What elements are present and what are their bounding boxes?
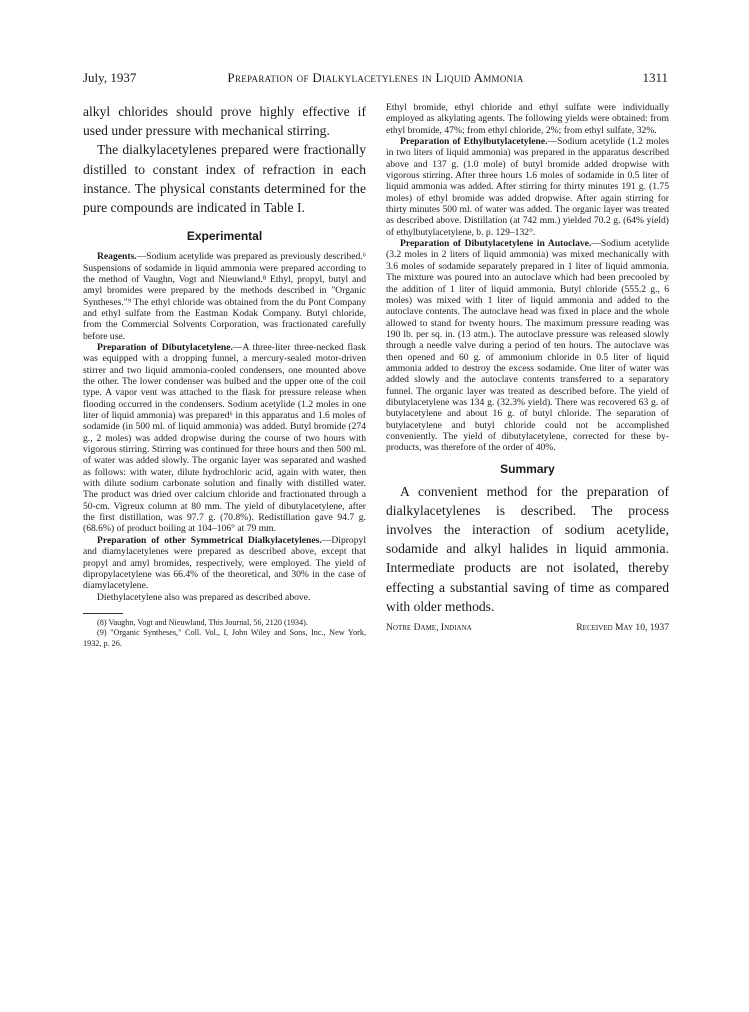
- intro-continuation: alkyl chlorides should prove highly effective if used under pressure with mechanical stirring.: [83, 104, 366, 139]
- autoclave-text: —Sodium acetylide (3.2 moles in 2 liters of liquid ammonia) was mixed mechanically with 3.6 moles of sodamide separately prepared in 1 liter of liquid ammonia. The mixture was poured into an autoclave which had been precooled by the addition of 1 liter of liquid ammonia. Butyl chloride (555.2 g., 6 moles) was mixed with 1 liter of liquid ammonia and added to the autoclave contents. The autoclave head was fixed in place and the whole allowed to stand for twenty hours. The maximum pressure reading was 190 lb. per sq. in. (13 atm.). The autoclave pressure was released slowly through a needle valve during a period of ten hours. The autoclave was then opened and 60 g. of ammonium chloride in 0.5 liter of liquid ammonia added to destroy the excess sodamide. One liter of water was added slowly and the autoclave contents transferred to a separatory funnel. The organic layer was treated as described before. The yield of dibutylacetylene was 134 g. (32.3% yield). There was recovered 63 g. of butylacetylene and about 16 g. of butyl chloride. The separation of butylacetylene and butyl chloride could not be accomplished conveniently. The yield of dibutylacetylene, corrected for these by-products, was therefore of the order of 40%.: [386, 238, 669, 454]
- diethyl-paragraph: Diethylacetylene also was prepared as described above.: [97, 591, 311, 603]
- left-column: [83, 102, 366, 650]
- autoclave-heading: Preparation of Dibutylacetylene in Autoclave.: [400, 238, 592, 250]
- header-title: Preparation of Dialkylacetylenes in Liquid Ammonia: [227, 70, 524, 85]
- autoclave-paragraph: [386, 238, 669, 454]
- author-location: Notre Dame, Indiana: [386, 622, 472, 634]
- section-heading-experimental: Experimental: [186, 229, 263, 244]
- reagents-paragraph: [83, 251, 366, 342]
- dibutyl-heading: Preparation of Dibutylacetylene.: [97, 341, 233, 353]
- footnote-8: (8) Vaughn, Vogt and Nieuwland, This Journal, 56, 2120 (1934).: [97, 617, 308, 627]
- running-header: [83, 70, 668, 86]
- ethylbutyl-paragraph: [386, 136, 669, 238]
- page-number: 1311: [642, 70, 668, 85]
- footnote-rule: [83, 613, 123, 614]
- received-date: Received May 10, 1937: [576, 622, 669, 634]
- dibutyl-paragraph: [83, 342, 366, 535]
- right-column: [386, 102, 669, 633]
- reagents-heading: Reagents.: [97, 251, 137, 263]
- header-date: July, 1937: [83, 70, 137, 85]
- reagents-text: —Sodium acetylide was prepared as previously described.⁶ Suspensions of sodamide in liquid ammonia were prepared according to the method of Vaughn, Vogt and Nieuwland.⁸ Ethyl, propyl, butyl and amyl bromides were prepared by the methods described in "Organic Syntheses."⁹ The ethyl chloride was obtained from the du Pont Company and ethyl sulfate from the Eastman Kodak Company. Butyl chloride, from the Commercial Solvents Corporation, was fractionated carefully before use.: [83, 251, 366, 342]
- alkylating-paragraph: Ethyl bromide, ethyl chloride and ethyl sulfate were individually employed as alkylating agents. The following yields were obtained: from ethyl bromide, 47%; from ethyl chloride, 2%; from ethyl sulfate, 32%.: [386, 102, 669, 136]
- symmetrical-paragraph: [83, 535, 366, 592]
- symmetrical-text: —Dipropyl and diamylacetylenes were prepared as described above, except that propyl and amyl bromides, respectively, were employed. The yield of dipropylacetylene was 66.4% of the theoretical, and 30% in the case of diamylacetylene.: [83, 534, 366, 592]
- ethylbutyl-heading: Preparation of Ethylbutylacetylene.: [400, 136, 548, 148]
- section-heading-summary: Summary: [500, 461, 555, 476]
- intro-paragraph: The dialkylacetylenes prepared were fractionally distilled to constant index of refraction in each instance. The physical constants determined for the pure compounds are indicated in Table I.: [83, 142, 366, 216]
- signature-line: [386, 622, 669, 633]
- dibutyl-text: —A three-liter three-necked flask was equipped with a dropping funnel, a mercury-sealed motor-driven stirrer and two liquid ammonia-cooled condensers, one mounted above the other. The lower condenser was bulbed and the upper one of the coil type. A vapor vent was attached to the flask for pressure release when flooding occurred in the condensers. Sodium acetylide (1.2 moles in one liter of liquid ammonia) was prepared⁶ in this apparatus and 1.6 moles of sodamide (in 500 ml. of liquid ammonia) was added. Butyl bromide (274 g., 2 moles) was added dropwise during the course of two hours with vigorous stirring. Stirring was continued for three hours and then 500 ml. of water was added slowly. The organic layer was separated and washed as follows: with water, dilute hydrochloric acid, again with water, then with dilute sodium carbonate solution and finally with distilled water. The product was dried over calcium chloride and fractionated through a 50-cm. Vigreux column at 80 mm. The yield of dibutylacetylene, after the first distillation, was 97.7 g. (70.8%). Redistillation gave 94.7 g. (68.6%) of product boiling at 104–106° at 79 mm.: [83, 341, 366, 535]
- footnote-9: (9) "Organic Syntheses," Coll. Vol., I, John Wiley and Sons, Inc., New York, 1932, p. 26.: [83, 628, 366, 649]
- ethylbutyl-text: —Sodium acetylide (1.2 moles in two liters of liquid ammonia) was prepared in the apparatus described above and 137 g. (1.0 mole) of butyl bromide added dropwise with vigorous stirring. After three hours 1.6 moles of sodamide in 0.5 liter of liquid ammonia was added. After stirring for thirty minutes 191 g. (1.75 moles) of ethyl bromide was added dropwise. After again stirring for thirty minutes 500 ml. of water was added. The organic layer was treated as described above. Distillation (at 742 mm.) yielded 70.2 g. (64% yield) of ethylbutylacetylene, b. p. 129–132°.: [386, 136, 669, 238]
- symmetrical-heading: Preparation of other Symmetrical Dialkylacetylenes.: [97, 534, 322, 546]
- summary-paragraph: A convenient method for the preparation of dialkylacetylenes is described. The process involves the interaction of sodium acetylide, sodamide and alkyl halides in liquid ammonia. Intermediate products are not isolated, thereby effecting a substantial saving of time as compared with older methods.: [386, 483, 669, 614]
